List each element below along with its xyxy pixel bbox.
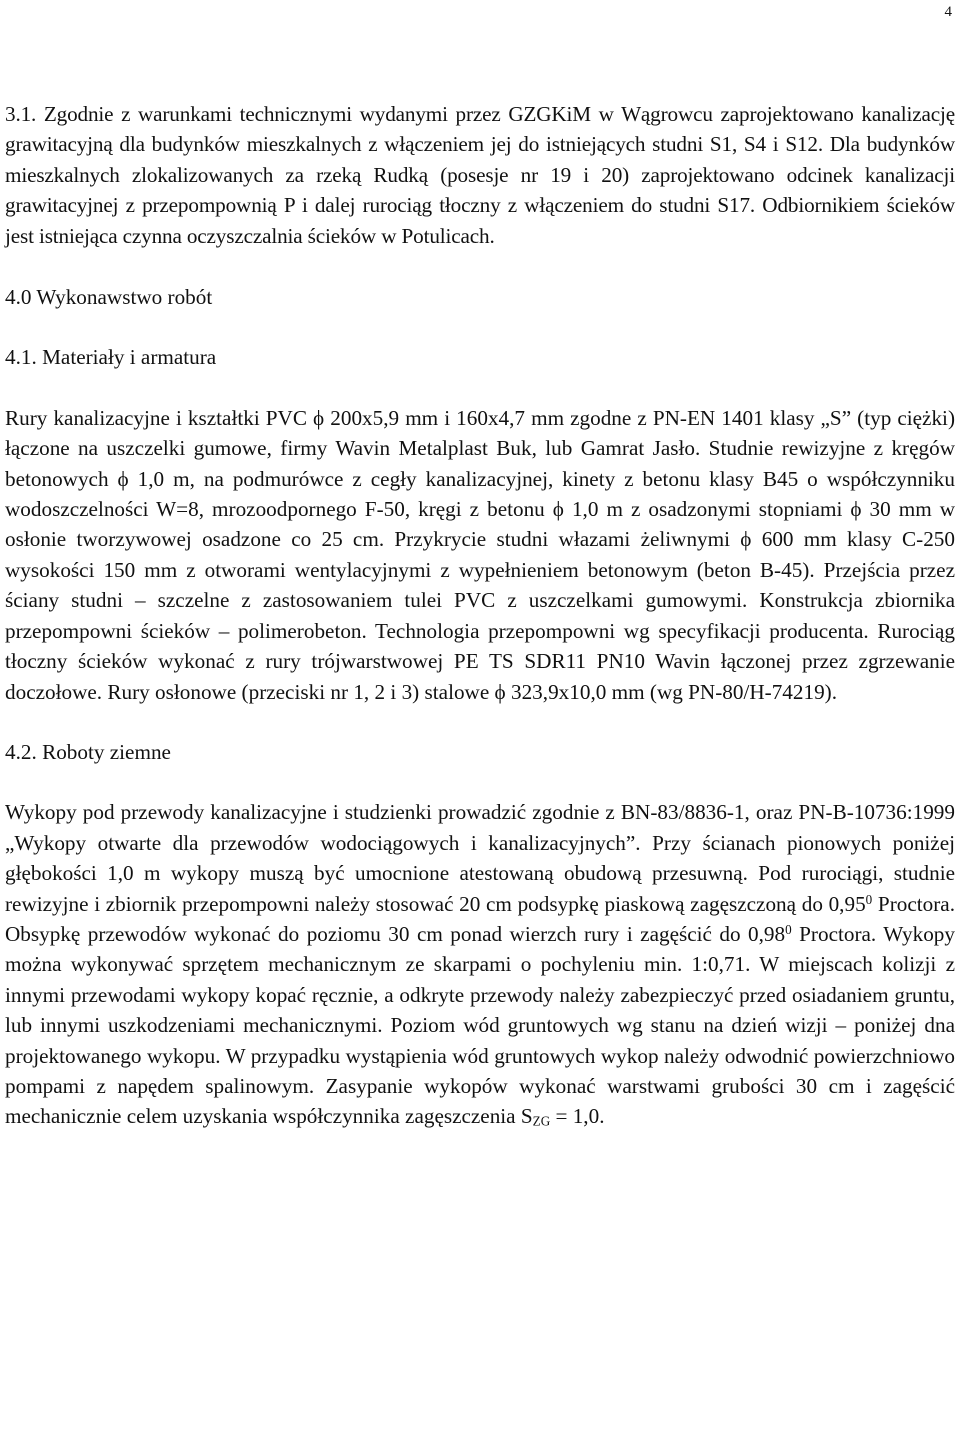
section-4-2-text-part1: Wykopy pod przewody kanalizacyjne i studzienki prowadzić zgodnie z BN-83/8836-1, oraz PN-B-10736:1999 „Wykopy otwarte dla przewodów wodociągowych i kanalizacyjnych”. Przy ścianach pionowych poniżej głębokości 1,0 m wykopy muszą być umocnione atestowaną obudową przesuwną. Pod rurociągi, studnie rewizyjne i zbiornik przepompowni należy stosować 20 cm podsypkę piaskową zagęszczoną do 0,95 [5, 800, 955, 916]
section-4-2-text-part3: Proctora. Wykopy można wykonywać sprzętem mechanicznym ze skarpami o pochyleniu min. 1:0,71. W miejscach kolizji z innymi przewodami wykopy kopać ręcznie, a odkryte przewody należy zabezpieczyć przed osiadaniem gruntu, lub innymi uszkodzeniami mechanicznymi. Poziom wód gruntowych wg stanu na dzień wizji – poniżej dna projektowanego wykopu. W przypadku wystąpienia wód gruntowych wykop należy odwodnić powierzchniowo pompami z napędem spalinowym. Zasypanie wykopów wykonać warstwami grubości 30 cm i zagęścić mechanicznie celem uzyskania współczynnika zagęszczenia S [5, 921, 955, 1129]
section-4-1-paragraph: Rury kanalizacyjne i kształtki PVC ϕ 200x5,9 mm i 160x4,7 mm zgodne z PN-EN 1401 klasy „S” (typ ciężki) łączone na uszczelki gumowe, firmy Wavin Metalplast Buk, lub Gamrat Jasło. Studnie rewizyjne z kręgów betonowych ϕ 1,0 m, na podmurówce z cegły kanalizacyjnej, kinety z betonu klasy B45 o współczynniku wodoszczelności W=8, mrozoodpornego F-50, kręgi z betonu ϕ 1,0 m z osadzonymi stopniami ϕ 30 mm w osłonie tworzywowej osadzone co 25 cm. Przykrycie studni włazami żeliwnymi ϕ 600 mm klasy C-250 wysokości 150 mm z otworami wentylacyjnymi z wypełnieniem betonowym (beton B-45). Przejścia przez ściany studni – szczelne z zastosowaniem tulei PVC z uszczelkami gumowymi. Konstrukcja zbiornika przepompowni ścieków – polimerobeton. Technologia przepompowni wg specyfikacji producenta. Rurociąg tłoczny ścieków wykonać z rury trójwarstwowej PE TS SDR11 PN10 Wavin łączonej przez zgrzewanie doczołowe. Rury osłonowe (przeciski nr 1, 2 i 3) stalowe ϕ 323,9x10,0 mm (wg PN-80/H-74219). [5, 405, 955, 704]
document-body [5, 99, 955, 1132]
section-4-0-heading: 4.0 Wykonawstwo robót [5, 285, 213, 310]
section-4-1-heading: 4.1. Materiały i armatura [5, 345, 217, 370]
page-number: 4 [944, 4, 952, 20]
section-4-2-text-part4: = 1,0. [550, 1104, 605, 1129]
section-4-2-text-part2: Proctora. Obsypkę przewodów wykonać do poziomu 30 cm ponad wierzch rury i zagęścić do 0,98 [5, 891, 955, 946]
subscript-zg: ZG [532, 1114, 551, 1129]
section-4-2-heading: 4.2. Roboty ziemne [5, 739, 171, 764]
superscript-zero: 0 [865, 891, 873, 907]
section-3-1-paragraph: 3.1. Zgodnie z warunkami technicznymi wydanymi przez GZGKiM w Wągrowcu zaprojektowano kanalizację grawitacyjną dla budynków mieszkalnych z włączeniem jej do istniejących studni S1, S4 i S12. Dla budynków mieszkalnych zlokalizowanych za rzeką Rudką (posesje nr 19 i 20) zaprojektowano odcinek kanalizacji grawitacyjnej z przepompownią P i dalej rurociąg tłoczny z włączeniem do studni S17. Odbiornikiem ścieków jest istniejąca czynna oczyszczalnia ścieków w Potulicach. [5, 102, 955, 248]
superscript-zero: 0 [785, 921, 792, 937]
section-4-2-paragraph [5, 797, 955, 1131]
